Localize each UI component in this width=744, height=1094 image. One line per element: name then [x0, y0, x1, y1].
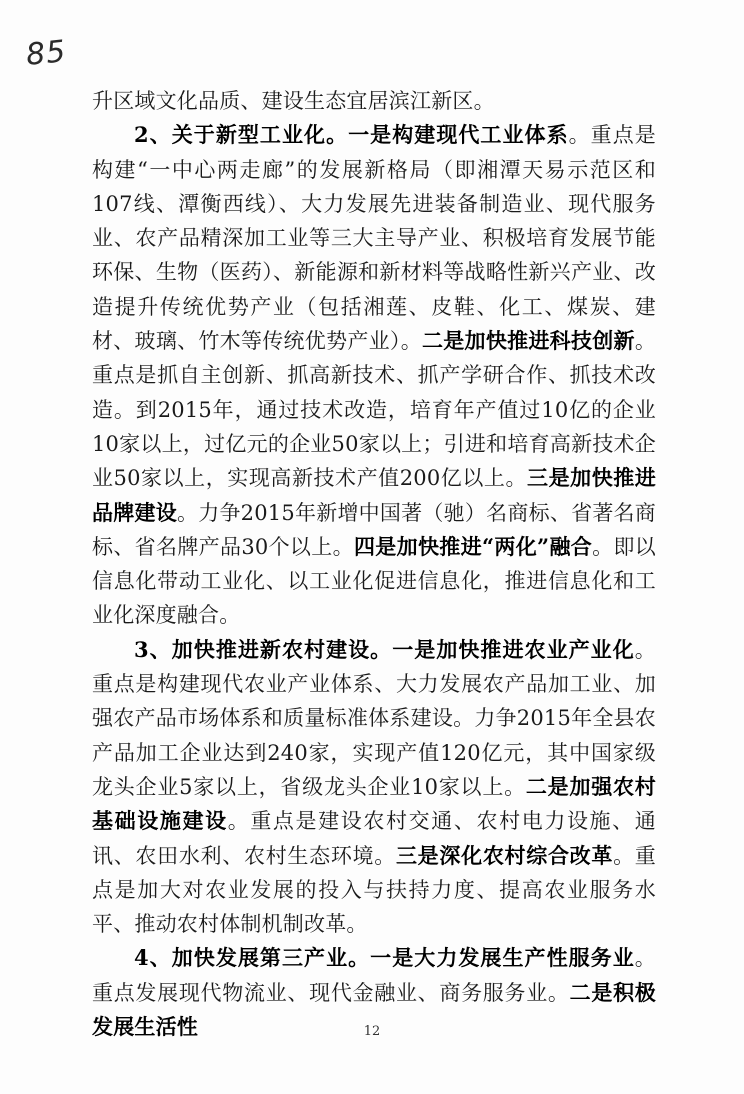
document-body [92, 84, 656, 1044]
heading-rural-construction: 3、加快推进新农村建设。一是加快推进农业产业化 [134, 636, 635, 662]
heading-consumer-services: 二是积极发展生活性 [92, 979, 656, 1040]
paragraph-3-text-a: 。重点是构建现代农业产业体系、大力发展农产品加工业、加强农产品市场体系和质量标准体系建设。力争2015年全县农产品加工企业达到240家，实现产值120亿元，其中国家级龙头企业5家以上，省级龙头企业10家以上。 [92, 637, 656, 799]
heading-new-industrialization: 2、关于新型工业化。一是构建现代工业体系 [134, 122, 569, 148]
paragraph-4-text-a: 。重点发展现代物流业、现代金融业、商务服务业。 [92, 946, 656, 1005]
heading-tertiary-industry: 4、加快发展第三产业。一是大力发展生产性服务业 [134, 945, 635, 971]
paragraph-2-text-c: 。力争2015年新增中国著（驰）名商标、省著名商标、省名牌产品30个以上。 [92, 500, 656, 559]
heading-brand-building: 三是加快推进品牌建设 [92, 465, 657, 525]
paragraph-1-text: 升区域文化品质、建设生态宜居滨江新区。 [92, 89, 495, 113]
paragraph-3-text-b: 。重点是建设农村交通、农村电力设施、通讯、农田水利、农村生态环境。 [92, 809, 656, 868]
paragraph-2-text-a: 。重点是构建“一中心两走廊”的发展新格局（即湘潭天易示范区和107线、潭衡西线）、大力发展先进装备制造业、现代服务业、农产品精深加工业等三大主导产业、积极培育发展节能环保、生物（医药）、新能源和新材料等战略性新兴产业、改造提升传统优势产业（包括湘莲、皮鞋、化工、煤炭、建材、玻璃、竹木等传统优势产业）。 [92, 123, 656, 354]
heading-rural-infrastructure: 二是加强农村基础设施建设 [92, 773, 657, 834]
paragraph-2-text-d: 。即以信息化带动工业化、以工业化促进信息化，推进信息化和工业化深度融合。 [92, 534, 656, 628]
heading-rural-reform: 三是深化农村综合改革 [395, 842, 614, 868]
heading-two-integration: 四是加快推进“两化”融合 [353, 533, 593, 559]
page-number: 12 [363, 1024, 381, 1039]
heading-tech-innovation: 二是加快推进科技创新 [422, 328, 635, 354]
paragraph-1 [92, 84, 656, 118]
handwritten-page-mark: 85 [24, 33, 68, 74]
paragraph-2-text-b: 。重点是抓自主创新、抓高新技术、抓产学研合作、抓技术改造。到2015年，通过技术改造，培育年产值过10亿的企业10家以上，过亿元的企业50家以上；引进和培育高新技术企业50家以上，实现高新技术产值200亿以上。 [92, 329, 657, 491]
paragraph-2-industrialization [92, 118, 656, 632]
paragraph-3-rural [92, 633, 656, 942]
paragraph-3-text-c: 。重点是加大对农业发展的投入与扶持力度、提高农业服务水平、推动农村体制机制改革。 [92, 843, 657, 937]
